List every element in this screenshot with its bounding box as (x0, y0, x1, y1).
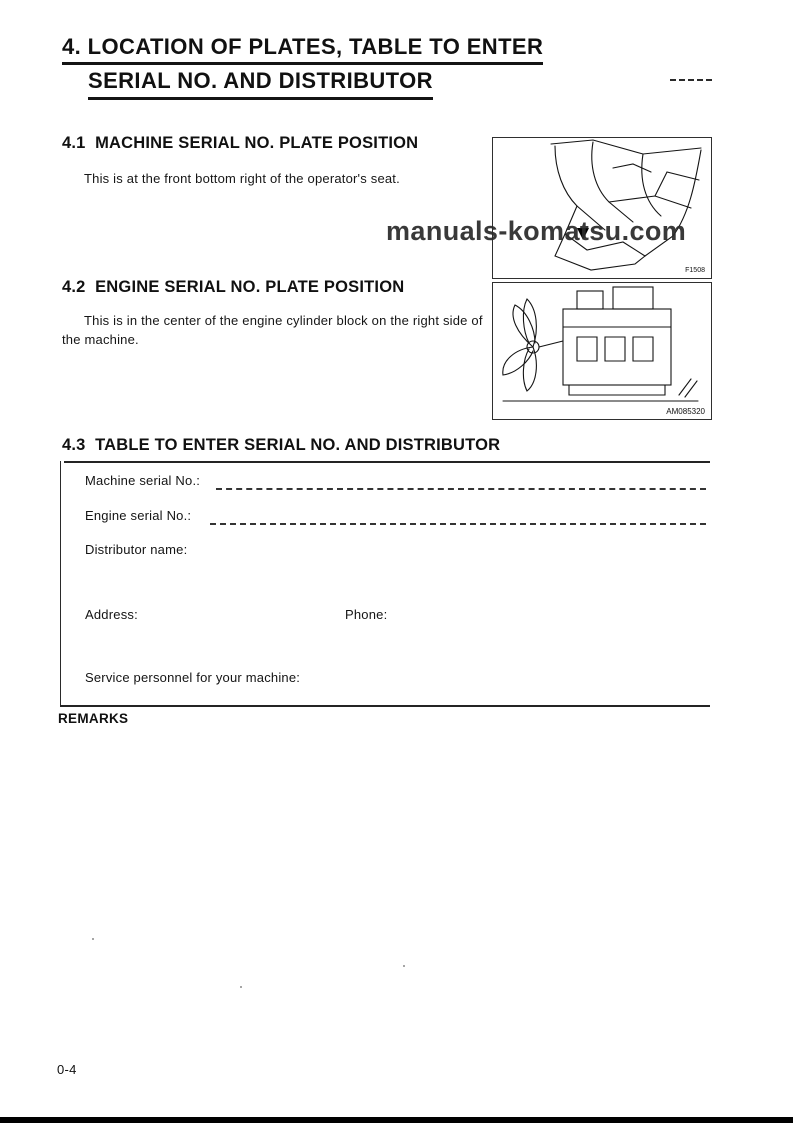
page-title (62, 34, 543, 100)
engine-serial-entry-line (210, 523, 706, 525)
scan-speck (92, 938, 94, 940)
operator-seat-illustration (493, 138, 711, 278)
title-line-1: 4. LOCATION OF PLATES, TABLE TO ENTER (62, 34, 543, 65)
machine-serial-entry-line (216, 488, 706, 490)
section-4-1-heading: 4.1 MACHINE SERIAL NO. PLATE POSITION (62, 134, 419, 152)
section-4-2-body: This is in the center of the engine cylinder block on the right side of the machine. (62, 313, 483, 347)
table-top-border (64, 461, 710, 463)
scan-speck (240, 986, 242, 988)
page-number: 0-4 (57, 1062, 77, 1077)
figure-2-code: AM085320 (666, 407, 705, 416)
engine-serial-label: Engine serial No.: (85, 508, 192, 523)
table-bottom-border (60, 705, 710, 707)
engine-serial-plate-figure (492, 282, 712, 420)
machine-serial-label: Machine serial No.: (85, 473, 201, 488)
address-label: Address: (85, 607, 138, 622)
distributor-name-label: Distributor name: (85, 542, 188, 557)
watermark: manuals-komatsu.com (386, 216, 687, 246)
machine-serial-plate-figure (492, 137, 712, 279)
scan-speck (403, 965, 405, 967)
service-personnel-label: Service personnel for your machine: (85, 670, 301, 685)
table-left-border (60, 461, 61, 707)
figure-1-code: F1508 (685, 267, 705, 274)
section-4-1-body: This is at the front bottom right of the operator's seat. (84, 171, 400, 186)
section-4-3-heading: 4.3 TABLE TO ENTER SERIAL NO. AND DISTRIBUTOR (62, 436, 501, 454)
remarks-label: REMARKS (58, 711, 129, 726)
phone-label: Phone: (345, 607, 388, 622)
section-4-2-heading: 4.2 ENGINE SERIAL NO. PLATE POSITION (62, 278, 405, 296)
title-line-2: SERIAL NO. AND DISTRIBUTOR (88, 68, 433, 99)
engine-illustration (493, 283, 711, 419)
scan-edge-band (0, 1117, 793, 1123)
scan-rule-fragment (670, 79, 712, 81)
